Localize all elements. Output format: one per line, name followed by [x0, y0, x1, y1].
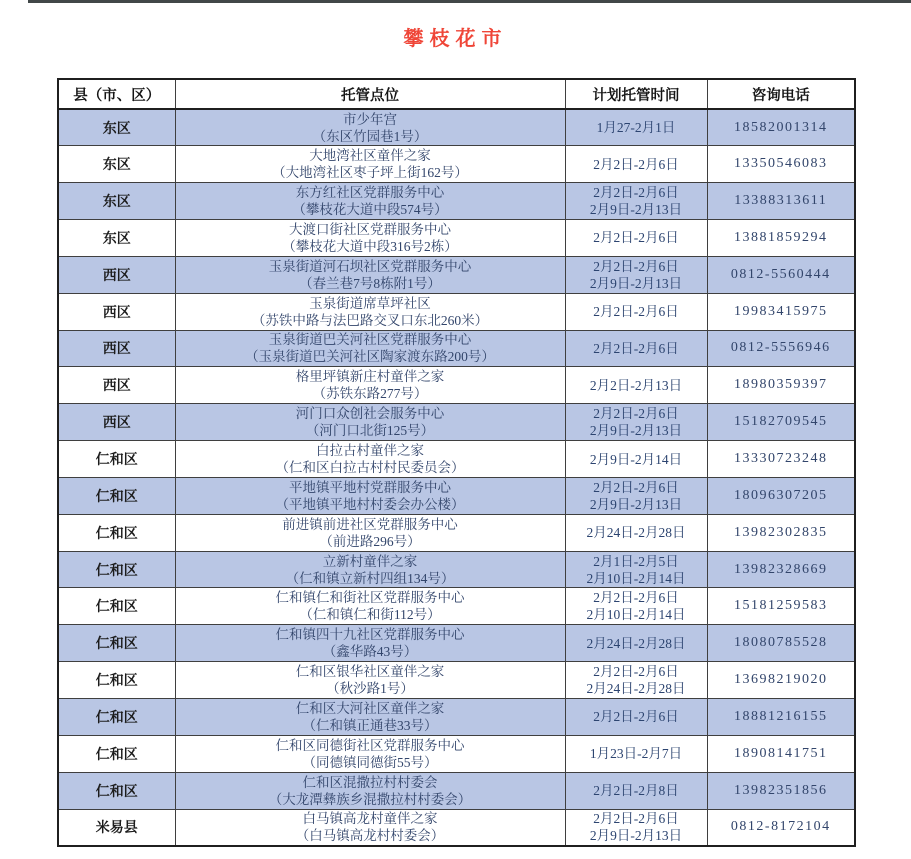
table-header-row	[58, 79, 855, 109]
phone-cell: 13982351856	[707, 772, 855, 809]
table-row	[58, 625, 855, 662]
phone-cell: 13698219020	[707, 662, 855, 699]
phone-cell: 15182709545	[707, 404, 855, 441]
time-range: 2月2日-2月6日	[593, 811, 679, 827]
time-cell	[565, 330, 707, 367]
table-row	[58, 588, 855, 625]
table-row	[58, 330, 855, 367]
phone-cell: 13330723248	[707, 441, 855, 478]
site-address: （春兰巷7号8栋附1号）	[299, 275, 441, 291]
phone-cell: 13388313611	[707, 183, 855, 220]
time-range: 2月2日-2月6日	[593, 590, 679, 606]
site-address: （攀枝花大道中段316号2栋）	[282, 238, 458, 254]
time-cell	[565, 367, 707, 404]
site-name: 仁和镇四十九社区党群服务中心	[275, 627, 465, 643]
site-address: （同德镇同德街55号）	[302, 754, 438, 770]
time-range: 2月9日-2月13日	[589, 202, 683, 218]
site-address: （仁和区白拉古村村民委员会）	[275, 460, 465, 476]
district-cell: 西区	[58, 330, 175, 367]
phone-cell: 18582001314	[707, 109, 855, 146]
time-range: 2月9日-2月13日	[589, 496, 683, 512]
time-range: 2月2日-2月6日	[593, 664, 679, 680]
time-range: 2月2日-2月6日	[593, 230, 679, 246]
district-cell: 西区	[58, 404, 175, 441]
site-cell	[175, 735, 565, 772]
site-address: （苏铁中路与法巴路交叉口东北260米）	[251, 312, 489, 328]
time-range: 2月2日-2月6日	[593, 709, 679, 725]
time-range: 2月24日-2月28日	[586, 525, 686, 541]
table-row	[58, 441, 855, 478]
time-range: 2月1日-2月5日	[593, 553, 679, 569]
district-cell: 西区	[58, 256, 175, 293]
district-cell: 仁和区	[58, 735, 175, 772]
site-cell	[175, 772, 565, 809]
site-address: （仁和镇仁和街112号）	[299, 607, 441, 623]
site-cell	[175, 109, 565, 146]
time-range: 2月2日-2月13日	[589, 377, 683, 393]
site-address: （东区竹园巷1号）	[312, 128, 428, 144]
time-range: 2月9日-2月13日	[589, 828, 683, 844]
site-name: 河门口众创社会服务中心	[295, 406, 445, 422]
time-cell	[565, 293, 707, 330]
time-range: 2月2日-2月6日	[593, 406, 679, 422]
site-cell	[175, 662, 565, 699]
site-name: 仁和区大河社区童伴之家	[295, 700, 445, 716]
table-row	[58, 772, 855, 809]
site-address: （玉泉街道巴关河社区陶家渡东路200号）	[245, 349, 495, 365]
time-cell	[565, 514, 707, 551]
site-name: 白拉古村童伴之家	[316, 443, 424, 459]
header-phone: 咨询电话	[707, 79, 855, 109]
table-row	[58, 735, 855, 772]
site-cell	[175, 441, 565, 478]
site-cell	[175, 330, 565, 367]
phone-cell: 18908141751	[707, 735, 855, 772]
time-range: 2月2日-2月6日	[593, 185, 679, 201]
time-cell	[565, 662, 707, 699]
district-cell: 西区	[58, 367, 175, 404]
site-address: （攀枝花大道中段574号）	[292, 202, 448, 218]
district-cell: 东区	[58, 220, 175, 257]
district-cell: 东区	[58, 183, 175, 220]
district-cell: 仁和区	[58, 441, 175, 478]
site-cell	[175, 220, 565, 257]
table-row	[58, 293, 855, 330]
site-name: 仁和区同德街社区党群服务中心	[275, 737, 465, 753]
time-cell	[565, 183, 707, 220]
district-cell: 仁和区	[58, 699, 175, 736]
time-cell	[565, 441, 707, 478]
time-cell	[565, 809, 707, 846]
phone-cell: 13350546083	[707, 146, 855, 183]
phone-cell: 0812-5560444	[707, 256, 855, 293]
site-address: （鑫华路43号）	[322, 644, 418, 660]
site-cell	[175, 625, 565, 662]
phone-cell: 13982302835	[707, 514, 855, 551]
time-range: 1月23日-2月7日	[589, 746, 683, 762]
phone-cell: 18980359397	[707, 367, 855, 404]
time-cell	[565, 772, 707, 809]
table-row	[58, 109, 855, 146]
time-cell	[565, 477, 707, 514]
table-row	[58, 809, 855, 846]
site-name: 大地湾社区童伴之家	[309, 148, 431, 164]
phone-cell: 13881859294	[707, 220, 855, 257]
phone-cell: 15181259583	[707, 588, 855, 625]
top-divider	[28, 0, 911, 3]
site-name: 仁和区银华社区童伴之家	[295, 664, 445, 680]
time-range: 2月2日-2月6日	[593, 479, 679, 495]
table-row	[58, 367, 855, 404]
table-row	[58, 514, 855, 551]
site-address: （大龙潭彝族乡混撒拉村村委会）	[268, 791, 472, 807]
site-address: （平地镇平地村村委会办公楼）	[275, 496, 465, 512]
site-name: 玉泉街道河石坝社区党群服务中心	[268, 258, 472, 274]
site-cell	[175, 551, 565, 588]
site-cell	[175, 477, 565, 514]
time-range: 2月9日-2月13日	[589, 423, 683, 439]
time-cell	[565, 256, 707, 293]
site-address: （仁和镇立新村四组134号）	[285, 570, 455, 586]
site-cell	[175, 588, 565, 625]
time-range: 2月10日-2月14日	[586, 570, 686, 586]
time-cell	[565, 551, 707, 588]
district-cell: 东区	[58, 146, 175, 183]
time-range: 2月2日-2月6日	[593, 258, 679, 274]
time-range: 2月2日-2月8日	[593, 783, 679, 799]
site-name: 东方红社区党群服务中心	[295, 185, 445, 201]
district-cell: 仁和区	[58, 662, 175, 699]
site-cell	[175, 367, 565, 404]
phone-cell: 0812-8172104	[707, 809, 855, 846]
table-row	[58, 220, 855, 257]
site-name: 市少年宫	[343, 111, 397, 127]
site-address: （白马镇高龙村村委会）	[295, 828, 445, 844]
site-cell	[175, 183, 565, 220]
site-name: 大渡口街社区党群服务中心	[289, 221, 451, 237]
site-name: 前进镇前进社区党群服务中心	[282, 516, 458, 532]
site-address: （仁和镇正通巷33号）	[302, 717, 438, 733]
site-name: 格里坪镇新庄村童伴之家	[295, 369, 445, 385]
district-cell: 仁和区	[58, 588, 175, 625]
site-cell	[175, 256, 565, 293]
header-site: 托管点位	[175, 79, 565, 109]
time-range: 2月2日-2月6日	[593, 304, 679, 320]
site-address: （河门口北街125号）	[305, 423, 435, 439]
trusteeship-table	[57, 78, 856, 847]
time-cell	[565, 220, 707, 257]
site-cell	[175, 514, 565, 551]
table-row	[58, 662, 855, 699]
phone-cell: 18096307205	[707, 477, 855, 514]
time-range: 2月2日-2月6日	[593, 156, 679, 172]
time-range: 2月2日-2月6日	[593, 340, 679, 356]
table-row	[58, 256, 855, 293]
site-cell	[175, 146, 565, 183]
table-row	[58, 699, 855, 736]
district-cell: 仁和区	[58, 477, 175, 514]
table-row	[58, 551, 855, 588]
site-address: （前进路296号）	[319, 533, 421, 549]
time-range: 2月24日-2月28日	[586, 681, 686, 697]
district-cell: 米易县	[58, 809, 175, 846]
time-cell	[565, 404, 707, 441]
phone-cell: 0812-5556946	[707, 330, 855, 367]
time-cell	[565, 109, 707, 146]
phone-cell: 19983415975	[707, 293, 855, 330]
site-name: 玉泉街道席草坪社区	[309, 295, 431, 311]
table-row	[58, 477, 855, 514]
time-cell	[565, 588, 707, 625]
site-name: 仁和区混撒拉村村委会	[302, 774, 438, 790]
district-cell: 西区	[58, 293, 175, 330]
time-range: 2月24日-2月28日	[586, 635, 686, 651]
district-cell: 仁和区	[58, 514, 175, 551]
time-range: 2月9日-2月13日	[589, 275, 683, 291]
site-cell	[175, 404, 565, 441]
time-range: 1月27-2月1日	[596, 120, 676, 136]
site-name: 玉泉街道巴关河社区党群服务中心	[268, 332, 472, 348]
time-cell	[565, 735, 707, 772]
header-district: 县（市、区）	[58, 79, 175, 109]
district-cell: 仁和区	[58, 625, 175, 662]
site-address: （秋沙路1号）	[326, 681, 414, 697]
phone-cell: 13982328669	[707, 551, 855, 588]
site-name: 平地镇平地村党群服务中心	[289, 479, 451, 495]
page-title: 攀枝花市	[403, 28, 508, 50]
district-cell: 东区	[58, 109, 175, 146]
time-cell	[565, 146, 707, 183]
site-cell	[175, 809, 565, 846]
site-address: （大地湾社区枣子坪上街162号）	[272, 165, 468, 181]
phone-cell: 18080785528	[707, 625, 855, 662]
time-range: 2月10日-2月14日	[586, 607, 686, 623]
time-cell	[565, 699, 707, 736]
site-name: 仁和镇仁和街社区党群服务中心	[275, 590, 465, 606]
header-time: 计划托管时间	[565, 79, 707, 109]
phone-cell: 18881216155	[707, 699, 855, 736]
district-cell: 仁和区	[58, 772, 175, 809]
site-address: （苏铁东路277号）	[312, 386, 428, 402]
table-row	[58, 183, 855, 220]
time-range: 2月9日-2月14日	[589, 451, 683, 467]
district-cell: 仁和区	[58, 551, 175, 588]
table-row	[58, 404, 855, 441]
site-cell	[175, 293, 565, 330]
site-name: 立新村童伴之家	[322, 553, 418, 569]
site-name: 白马镇高龙村童伴之家	[302, 811, 438, 827]
time-cell	[565, 625, 707, 662]
site-cell	[175, 699, 565, 736]
table-row	[58, 146, 855, 183]
